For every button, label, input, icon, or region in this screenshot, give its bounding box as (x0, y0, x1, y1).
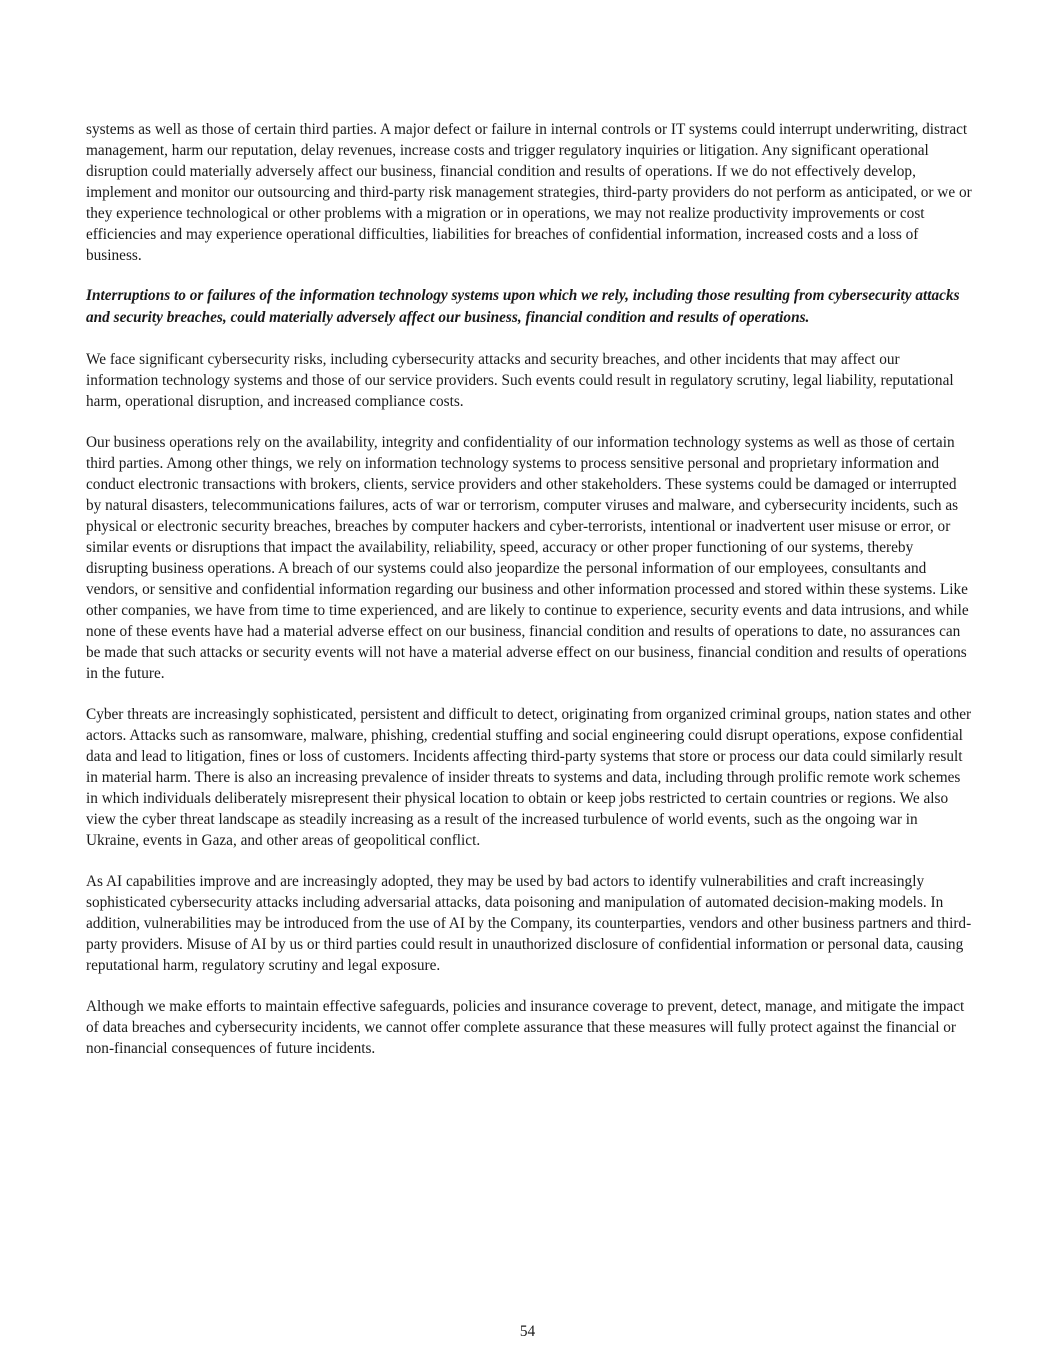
continued-paragraph: systems as well as those of certain third parties. A major defect or failure in internal controls or IT systems could interrupt underwriting, distract management, harm our reputation, delay revenues, increase costs and trigger regulatory inquiries or litigation. Any significant operational disruption could materially adversely affect our business, financial condition and results of operations. If we do not effectively develop, implement and monitor our outsourcing and third-party risk management strategies, third-party providers do not perform as anticipated, or we or they experience technological or other problems with a migration or in operations, we may not realize productivity improvements or cost efficiencies and may experience operational difficulties, liabilities for breaches of confidential information, increased costs and a loss of business. (86, 121, 972, 264)
paragraph-business-operations: Our business operations rely on the availability, integrity and confidentiality of our information technology systems as well as those of certain third parties. Among other things, we rely on information technology systems to process sensitive personal and proprietary information and conduct electronic transactions with brokers, clients, service providers and other stakeholders. These systems could be damaged or interrupted by natural disasters, telecommunications failures, acts of war or terrorism, computer viruses and malware, and cybersecurity incidents, such as physical or electronic security breaches, breaches by computer hackers and cyber-terrorists, intentional or inadvertent user misuse or error, or similar events or disruptions that impact the availability, reliability, speed, accuracy or other proper functioning of our systems, thereby disrupting business operations. A breach of our systems could also jeopardize the personal information of our employees, consultants and vendors, or sensitive and confidential information regarding our business and other information processed and stored within these systems. Like other companies, we have from time to time experienced, and are likely to continue to experience, security events and data intrusions, and while none of these events have had a material adverse effect on our business, financial condition and results of operations to date, no assurances can be made that such attacks or security events will not have a material adverse effect on our business, financial condition and results of operations in the future. (86, 434, 969, 682)
page-number: 54 (519, 1323, 536, 1340)
document-page (86, 119, 974, 1079)
paragraph-cyber-threats: Cyber threats are increasingly sophisticated, persistent and difficult to detect, originating from organized criminal groups, nation states and other actors. Attacks such as ransomware, malware, phishing, credential stuffing and social engineering could disrupt operations, expose confidential data and lead to litigation, fines or loss of customers. Incidents affecting third-party systems that store or process our data could similarly result in material harm. There is also an increasing prevalence of insider threats to systems and data, including through prolific remote work schemes in which individuals deliberately misrepresent their physical location to obtain or keep jobs restricted to certain countries or regions. We also view the cyber threat landscape as steadily increasing as a result of the increased turbulence of world events, such as the ongoing war in Ukraine, events in Gaza, and other areas of geopolitical conflict. (86, 706, 972, 849)
paragraph-cybersecurity-risks: We face significant cybersecurity risks, including cybersecurity attacks and security breaches, and other incidents that may affect our information technology systems and those of our service providers. Such events could result in regulatory scrutiny, legal liability, reputational harm, operational disruption, and increased compliance costs. (86, 351, 954, 410)
section-heading: Interruptions to or failures of the information technology systems upon which we rely, including those resulting from cybersecurity attacks and security breaches, could materially adversely affect our business, financial condition and results of operations. (86, 287, 960, 326)
paragraph-ai-capabilities: As AI capabilities improve and are increasingly adopted, they may be used by bad actors to identify vulnerabilities and craft increasingly sophisticated cybersecurity attacks including adversarial attacks, data poisoning and manipulation of automated decision-making models. In addition, vulnerabilities may be introduced from the use of AI by the Company, its counterparties, vendors and other business partners and third-party providers. Misuse of AI by us or third parties could result in unauthorized disclosure of confidential information or personal data, causing reputational harm, regulatory scrutiny and legal exposure. (86, 873, 972, 974)
paragraph-safeguards: Although we make efforts to maintain effective safeguards, policies and insurance coverage to prevent, detect, manage, and mitigate the impact of data breaches and cybersecurity incidents, we cannot offer complete assurance that these measures will fully protect against the financial or non-financial consequences of future incidents. (86, 998, 965, 1057)
